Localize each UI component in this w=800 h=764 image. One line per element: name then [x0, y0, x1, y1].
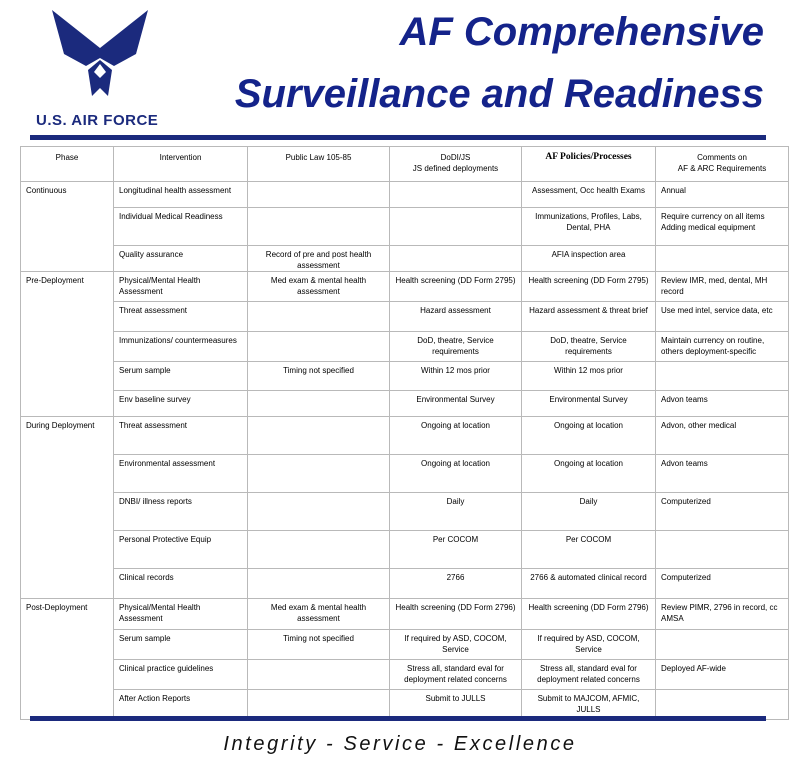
footer-divider — [30, 716, 766, 721]
intervention-cell: Serum sample — [114, 630, 248, 660]
dodi-cell: Stress all, standard eval for deployment related concerns — [390, 660, 522, 690]
intervention-cell: DNBI/ illness reports — [114, 493, 248, 531]
air-force-logo — [30, 8, 170, 132]
phase-cell: During Deployment — [21, 417, 114, 599]
dodi-cell: Health screening (DD Form 2795) — [390, 272, 522, 302]
table-row — [21, 182, 789, 208]
intervention-cell: Threat assessment — [114, 417, 248, 455]
af-policy-cell: Environmental Survey — [522, 391, 656, 417]
public-law-cell — [248, 660, 390, 690]
table-row — [21, 208, 789, 246]
comments-cell: Annual — [656, 182, 789, 208]
intervention-cell: After Action Reports — [114, 690, 248, 720]
comments-cell: Maintain currency on routine, others deployment-specific — [656, 332, 789, 362]
public-law-cell — [248, 455, 390, 493]
table-row — [21, 493, 789, 531]
table-row — [21, 569, 789, 599]
intervention-cell: Physical/Mental Health Assessment — [114, 599, 248, 630]
table-row — [21, 690, 789, 720]
intervention-cell: Individual Medical Readiness — [114, 208, 248, 246]
public-law-cell: Timing not specified — [248, 362, 390, 391]
dodi-cell: Daily — [390, 493, 522, 531]
intervention-cell: Serum sample — [114, 362, 248, 391]
table-row — [21, 599, 789, 630]
comments-cell: Computerized — [656, 493, 789, 531]
column-header-dodi: DoDI/JS JS defined deployments — [390, 147, 522, 182]
af-policy-cell: 2766 & automated clinical record — [522, 569, 656, 599]
comments-cell — [656, 690, 789, 720]
dodi-cell: Environmental Survey — [390, 391, 522, 417]
af-policy-cell: Ongoing at location — [522, 455, 656, 493]
comments-cell — [656, 531, 789, 569]
comments-cell — [656, 246, 789, 272]
intervention-cell: Env baseline survey — [114, 391, 248, 417]
dodi-cell: Ongoing at location — [390, 455, 522, 493]
phase-cell: Pre-Deployment — [21, 272, 114, 417]
public-law-cell — [248, 182, 390, 208]
footer-motto: Integrity - Service - Excellence — [223, 733, 577, 755]
logo-text: U.S. AIR FORCE — [36, 112, 159, 129]
public-law-cell — [248, 302, 390, 332]
table-row — [21, 246, 789, 272]
af-policy-cell: Health screening (DD Form 2796) — [522, 599, 656, 630]
public-law-cell — [248, 531, 390, 569]
af-policy-cell: Hazard assessment & threat brief — [522, 302, 656, 332]
comments-cell — [656, 630, 789, 660]
page-title-line1: AF Comprehensive — [399, 10, 764, 54]
intervention-cell: Clinical records — [114, 569, 248, 599]
table-header-row — [21, 147, 789, 182]
dodi-cell: Ongoing at location — [390, 417, 522, 455]
header-divider — [30, 135, 766, 140]
intervention-cell: Clinical practice guidelines — [114, 660, 248, 690]
comments-cell: Advon, other medical — [656, 417, 789, 455]
dodi-cell — [390, 246, 522, 272]
column-header-intervention: Intervention — [114, 147, 248, 182]
intervention-cell: Quality assurance — [114, 246, 248, 272]
comments-cell: Review PIMR, 2796 in record, cc AMSA — [656, 599, 789, 630]
public-law-cell: Med exam & mental health assessment — [248, 599, 390, 630]
phase-cell: Continuous — [21, 182, 114, 272]
column-header-comments: Comments on AF & ARC Requirements — [656, 147, 789, 182]
phase-cell: Post-Deployment — [21, 599, 114, 720]
public-law-cell: Med exam & mental health assessment — [248, 272, 390, 302]
af-policy-cell: DoD, theatre, Service requirements — [522, 332, 656, 362]
comments-cell: Deployed AF-wide — [656, 660, 789, 690]
page-title-line2: Surveillance and Readiness — [234, 72, 764, 116]
table-row — [21, 531, 789, 569]
intervention-cell: Personal Protective Equip — [114, 531, 248, 569]
af-policy-cell: Immunizations, Profiles, Labs, Dental, PHA — [522, 208, 656, 246]
table-row — [21, 332, 789, 362]
table-row — [21, 455, 789, 493]
af-policy-cell: Assessment, Occ health Exams — [522, 182, 656, 208]
public-law-cell — [248, 208, 390, 246]
table-row — [21, 362, 789, 391]
column-header-public-law: Public Law 105-85 — [248, 147, 390, 182]
comments-cell: Review IMR, med, dental, MH record — [656, 272, 789, 302]
dodi-cell — [390, 182, 522, 208]
public-law-cell — [248, 493, 390, 531]
af-policy-cell: AFIA inspection area — [522, 246, 656, 272]
dodi-cell: Per COCOM — [390, 531, 522, 569]
comments-cell: Use med intel, service data, etc — [656, 302, 789, 332]
air-force-wings-icon — [52, 8, 148, 104]
comments-cell: Require currency on all items Adding medical equipment — [656, 208, 789, 246]
dodi-cell: Submit to JULLS — [390, 690, 522, 720]
dodi-cell: Within 12 mos prior — [390, 362, 522, 391]
af-policy-cell: Stress all, standard eval for deployment related concerns — [522, 660, 656, 690]
column-header-phase: Phase — [21, 147, 114, 182]
af-policy-cell: Health screening (DD Form 2795) — [522, 272, 656, 302]
dodi-cell: Hazard assessment — [390, 302, 522, 332]
public-law-cell — [248, 391, 390, 417]
column-header-af-policies: AF Policies/Processes — [522, 147, 656, 182]
af-policy-cell: Daily — [522, 493, 656, 531]
intervention-cell: Longitudinal health assessment — [114, 182, 248, 208]
table-row — [21, 391, 789, 417]
table-row — [21, 272, 789, 302]
comments-cell: Computerized — [656, 569, 789, 599]
af-policy-cell: Submit to MAJCOM, AFMIC, JULLS — [522, 690, 656, 720]
readiness-table — [20, 146, 789, 720]
dodi-cell: DoD, theatre, Service requirements — [390, 332, 522, 362]
dodi-cell: If required by ASD, COCOM, Service — [390, 630, 522, 660]
public-law-cell — [248, 332, 390, 362]
comments-cell: Advon teams — [656, 391, 789, 417]
af-policy-cell: If required by ASD, COCOM, Service — [522, 630, 656, 660]
comments-cell — [656, 362, 789, 391]
table-row — [21, 302, 789, 332]
dodi-cell: Health screening (DD Form 2796) — [390, 599, 522, 630]
intervention-cell: Environmental assessment — [114, 455, 248, 493]
intervention-cell: Threat assessment — [114, 302, 248, 332]
public-law-cell — [248, 569, 390, 599]
intervention-cell: Immunizations/ countermeasures — [114, 332, 248, 362]
af-policy-cell: Per COCOM — [522, 531, 656, 569]
public-law-cell — [248, 690, 390, 720]
table-body — [21, 182, 789, 720]
table-row — [21, 417, 789, 455]
public-law-cell — [248, 417, 390, 455]
table-row — [21, 660, 789, 690]
public-law-cell: Record of pre and post health assessment — [248, 246, 390, 272]
table-row — [21, 630, 789, 660]
intervention-cell: Physical/Mental Health Assessment — [114, 272, 248, 302]
af-policy-cell: Ongoing at location — [522, 417, 656, 455]
dodi-cell: 2766 — [390, 569, 522, 599]
af-policy-cell: Within 12 mos prior — [522, 362, 656, 391]
comments-cell: Advon teams — [656, 455, 789, 493]
dodi-cell — [390, 208, 522, 246]
public-law-cell: Timing not specified — [248, 630, 390, 660]
